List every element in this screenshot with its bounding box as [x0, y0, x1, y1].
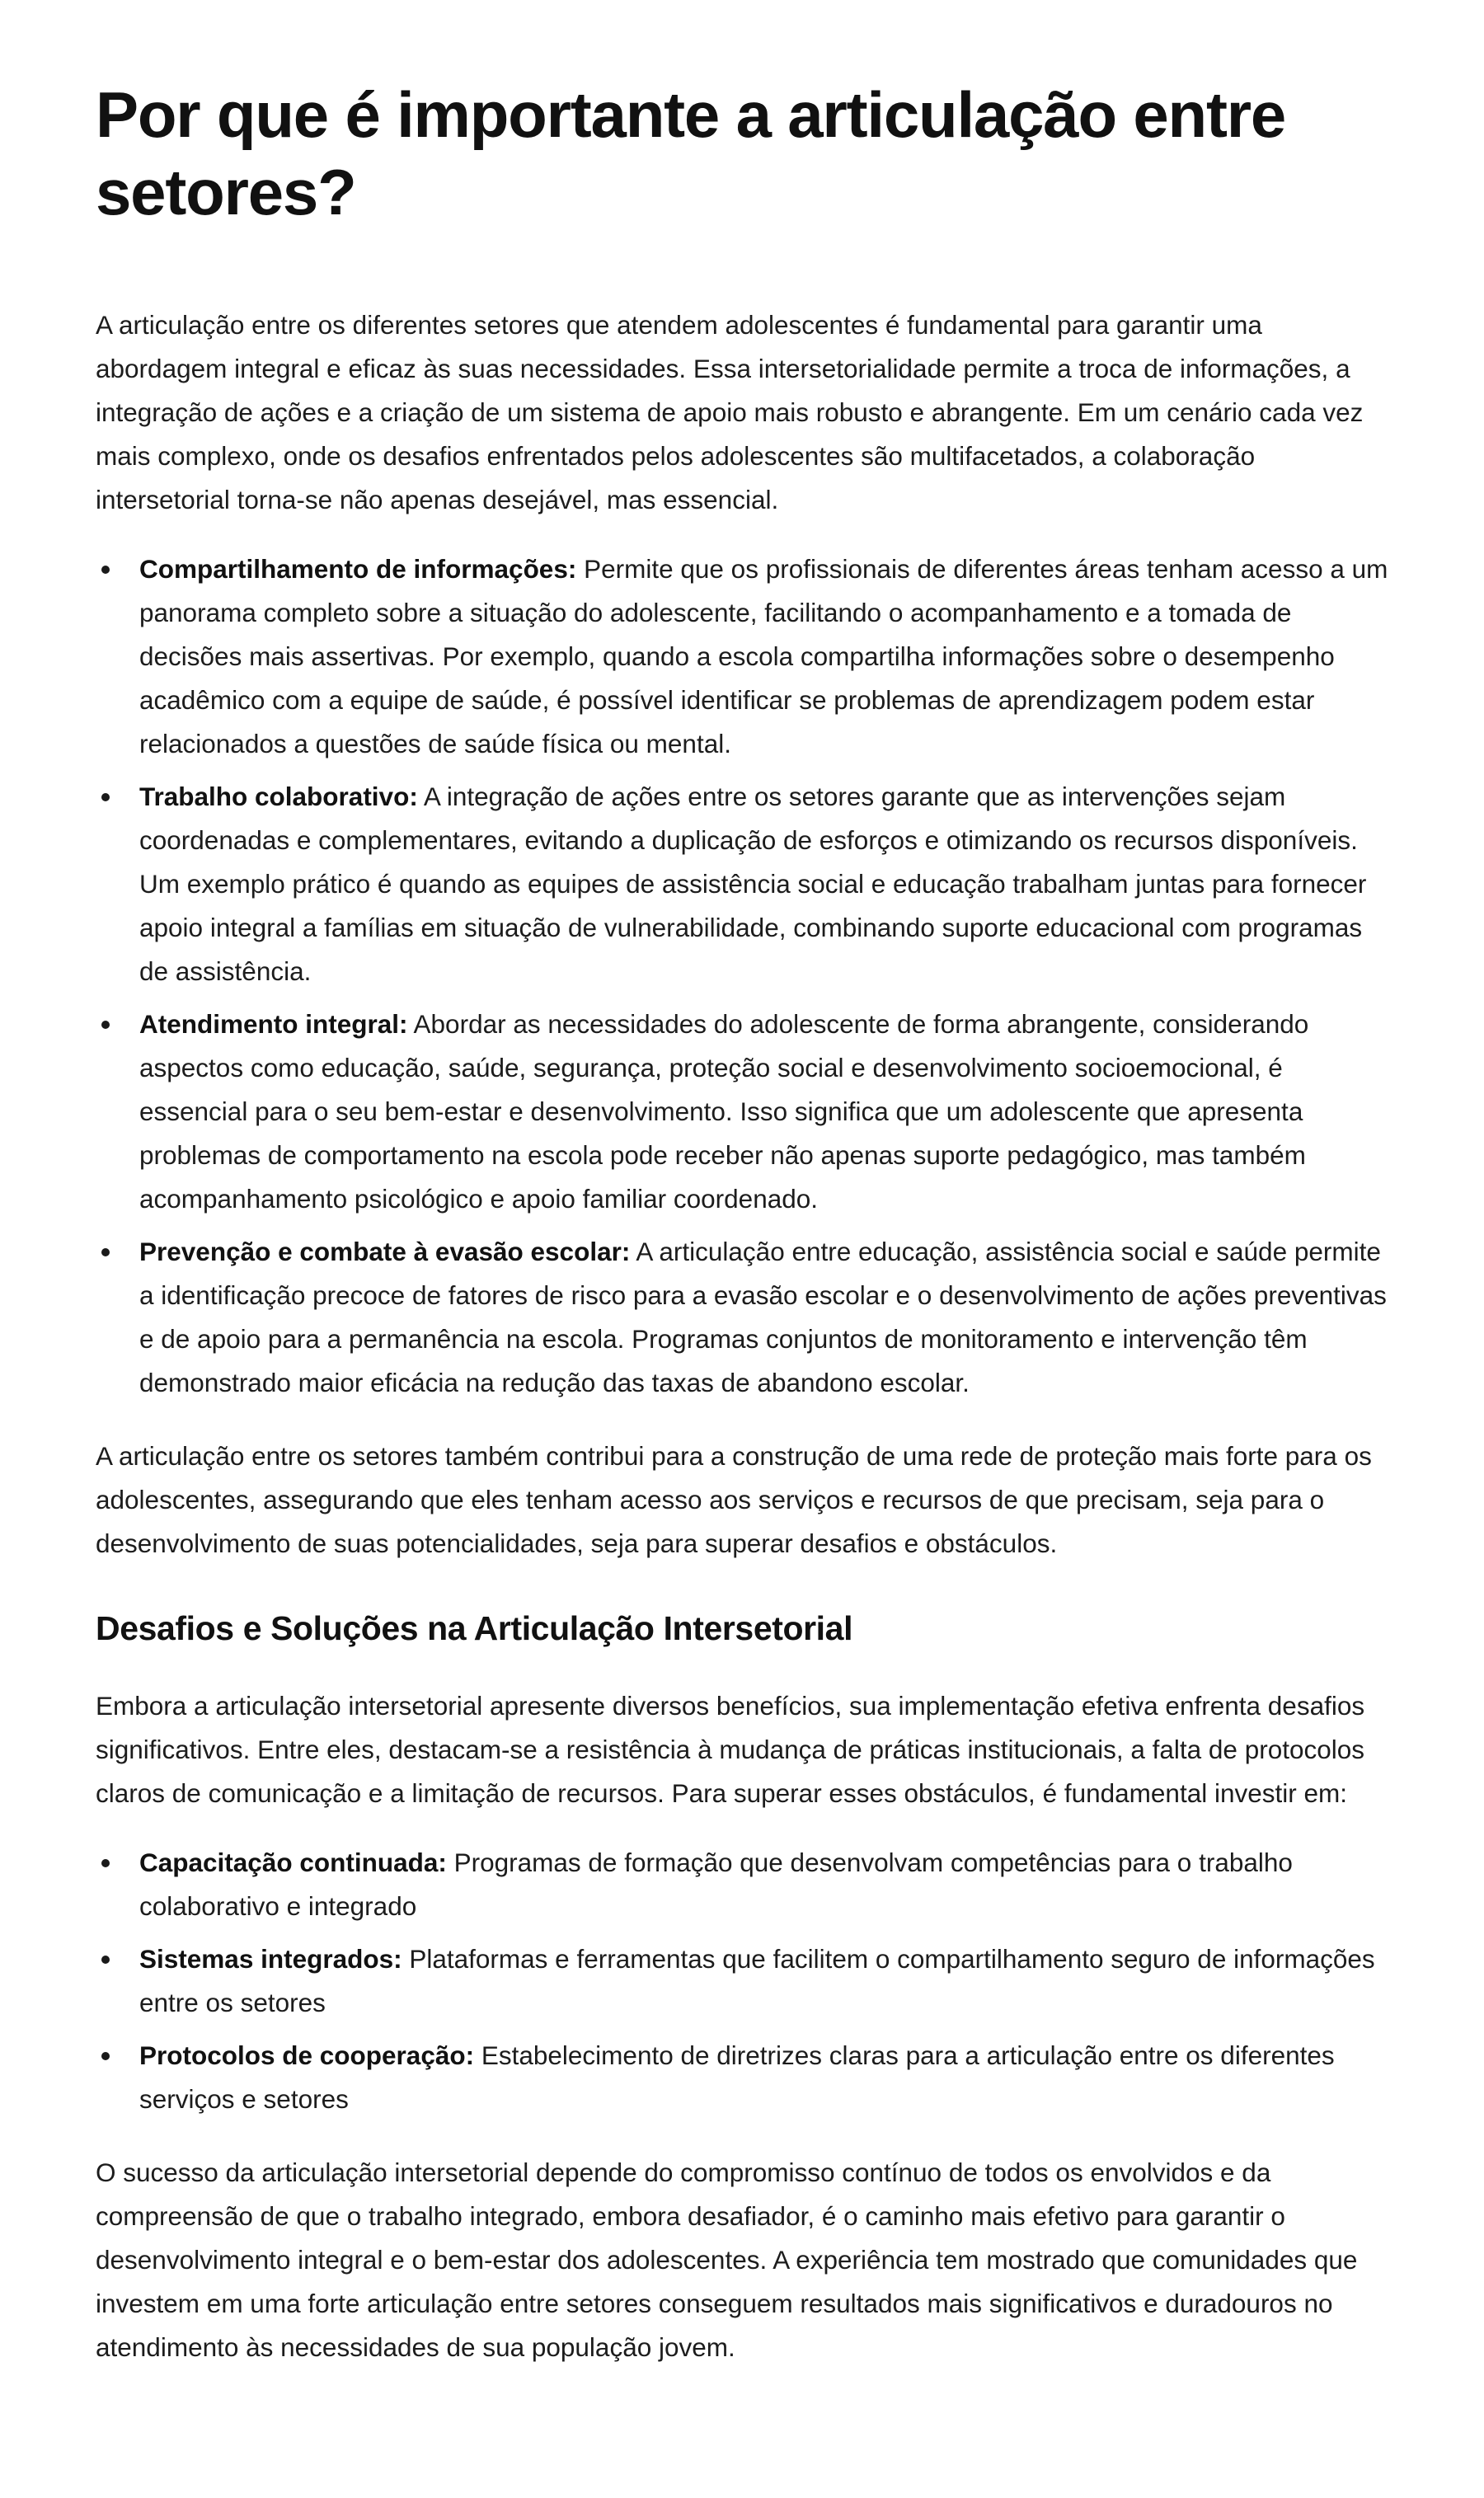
list-item-text: Abordar as necessidades do adolescente de forma abrangente, considerando aspectos como educação, saúde, segurança, proteção social e desenvolvimento socioemocional, é essencial para o seu bem-estar e desenvolvimento. Isso significa que um adolescente que apresenta problemas de comportamento na escola pode receber não apenas suporte pedagógico, mas também acompanhamento psicológico e apoio familiar coordenado. — [139, 1009, 1309, 1214]
list-item-label: Atendimento integral: — [139, 1009, 408, 1039]
list-item-label: Trabalho colaborativo: — [139, 782, 418, 811]
list-item-label: Prevenção e combate à evasão escolar: — [139, 1237, 631, 1266]
list-item — [96, 775, 1388, 993]
list-item — [96, 1002, 1388, 1221]
list-item-text: A integração de ações entre os setores garante que as intervenções sejam coordenadas e complementares, evitando a duplicação de esforços e otimizando os recursos disponíveis. Um exemplo prático é quando as equipes de assistência social e educação trabalham juntas para fornecer apoio integral a famílias em situação de vulnerabilidade, combinando suporte educacional com programas de assistência. — [139, 782, 1367, 986]
bullet-icon — [101, 1248, 110, 1256]
bullet-icon — [101, 1956, 110, 1964]
challenges-paragraph: Embora a articulação intersetorial apresente diversos benefícios, sua implementação efetiva enfrenta desafios significativos. Entre eles, destacam-se a resistência à mudança de práticas institucionais, a falta de protocolos claros de comunicação e a limitação de recursos. Para superar esses obstáculos, é fundamental investir em: — [96, 1691, 1365, 1808]
section-heading: Desafios e Soluções na Articulação Intersetorial — [96, 1609, 853, 1647]
list-item-text: Plataformas e ferramentas que facilitem o compartilhamento seguro de informações entre os setores — [139, 1944, 1375, 2017]
bullet-icon — [101, 566, 110, 574]
bullet-icon — [101, 793, 110, 801]
list-item-text: Permite que os profissionais de diferentes áreas tenham acesso a um panorama completo sobre a situação do adolescente, facilitando o acompanhamento e a tomada de decisões mais assertivas. Por exemplo, quando a escola compartilha informações sobre o desempenho acadêmico com a equipe de saúde, é possível identificar se problemas de aprendizagem podem estar relacionados a questões de saúde física ou mental. — [139, 554, 1388, 758]
list-item-label: Protocolos de cooperação: — [139, 2040, 475, 2070]
closing-paragraph: O sucesso da articulação intersetorial depende do compromisso contínuo de todos os envolvidos e da compreensão de que o trabalho integrado, embora desafiador, é o caminho mais efetivo para garantir o desenvolvimento integral e o bem-estar dos adolescentes. A experiência tem mostrado que comunidades que investem em uma forte articulação entre setores conseguem resultados mais significativos e duradouros no atendimento às necessidades de sua população jovem. — [96, 2158, 1358, 2362]
bullet-icon — [101, 2052, 110, 2060]
list-item-label: Compartilhamento de informações: — [139, 554, 577, 584]
list-item-text: A articulação entre educação, assistência social e saúde permite a identificação precoce de fatores de risco para a evasão escolar e o desenvolvimento de ações preventivas e de apoio para a permanência na escola. Programas conjuntos de monitoramento e intervenção têm demonstrado maior eficácia na redução das taxas de abandono escolar. — [139, 1237, 1387, 1397]
intro-paragraph: A articulação entre os diferentes setores que atendem adolescentes é fundamental para garantir uma abordagem integral e eficaz às suas necessidades. Essa intersetorialidade permite a troca de informações, a integração de ações e a criação de um sistema de apoio mais robusto e abrangente. Em um cenário cada vez mais complexo, onde os desafios enfrentados pelos adolescentes são multifacetados, a colaboração intersetorial torna-se não apenas desejável, mas essencial. — [96, 310, 1364, 514]
page-title: Por que é importante a articulação entre setores? — [96, 78, 1286, 228]
bullet-icon — [101, 1859, 110, 1867]
list-item — [96, 1230, 1388, 1405]
bullet-icon — [101, 1021, 110, 1029]
network-paragraph: A articulação entre os setores também contribui para a construção de uma rede de proteção mais forte para os adolescentes, assegurando que eles tenham acesso aos serviços e recursos de que precisam, seja para o desenvolvimento de suas potencialidades, seja para superar desafios e obstáculos. — [96, 1441, 1372, 1558]
list-item — [96, 1841, 1388, 1928]
list-item-text: Programas de formação que desenvolvam competências para o trabalho colaborativo e integrado — [139, 1848, 1293, 1921]
list-item-label: Capacitação continuada: — [139, 1848, 447, 1877]
list-item — [96, 1937, 1388, 2025]
list-item — [96, 2034, 1388, 2121]
benefits-list — [96, 547, 1388, 1405]
solutions-list — [96, 1841, 1388, 2121]
list-item — [96, 547, 1388, 766]
list-item-label: Sistemas integrados: — [139, 1944, 402, 1974]
list-item-text: Estabelecimento de diretrizes claras para a articulação entre os diferentes serviços e setores — [139, 2040, 1335, 2114]
